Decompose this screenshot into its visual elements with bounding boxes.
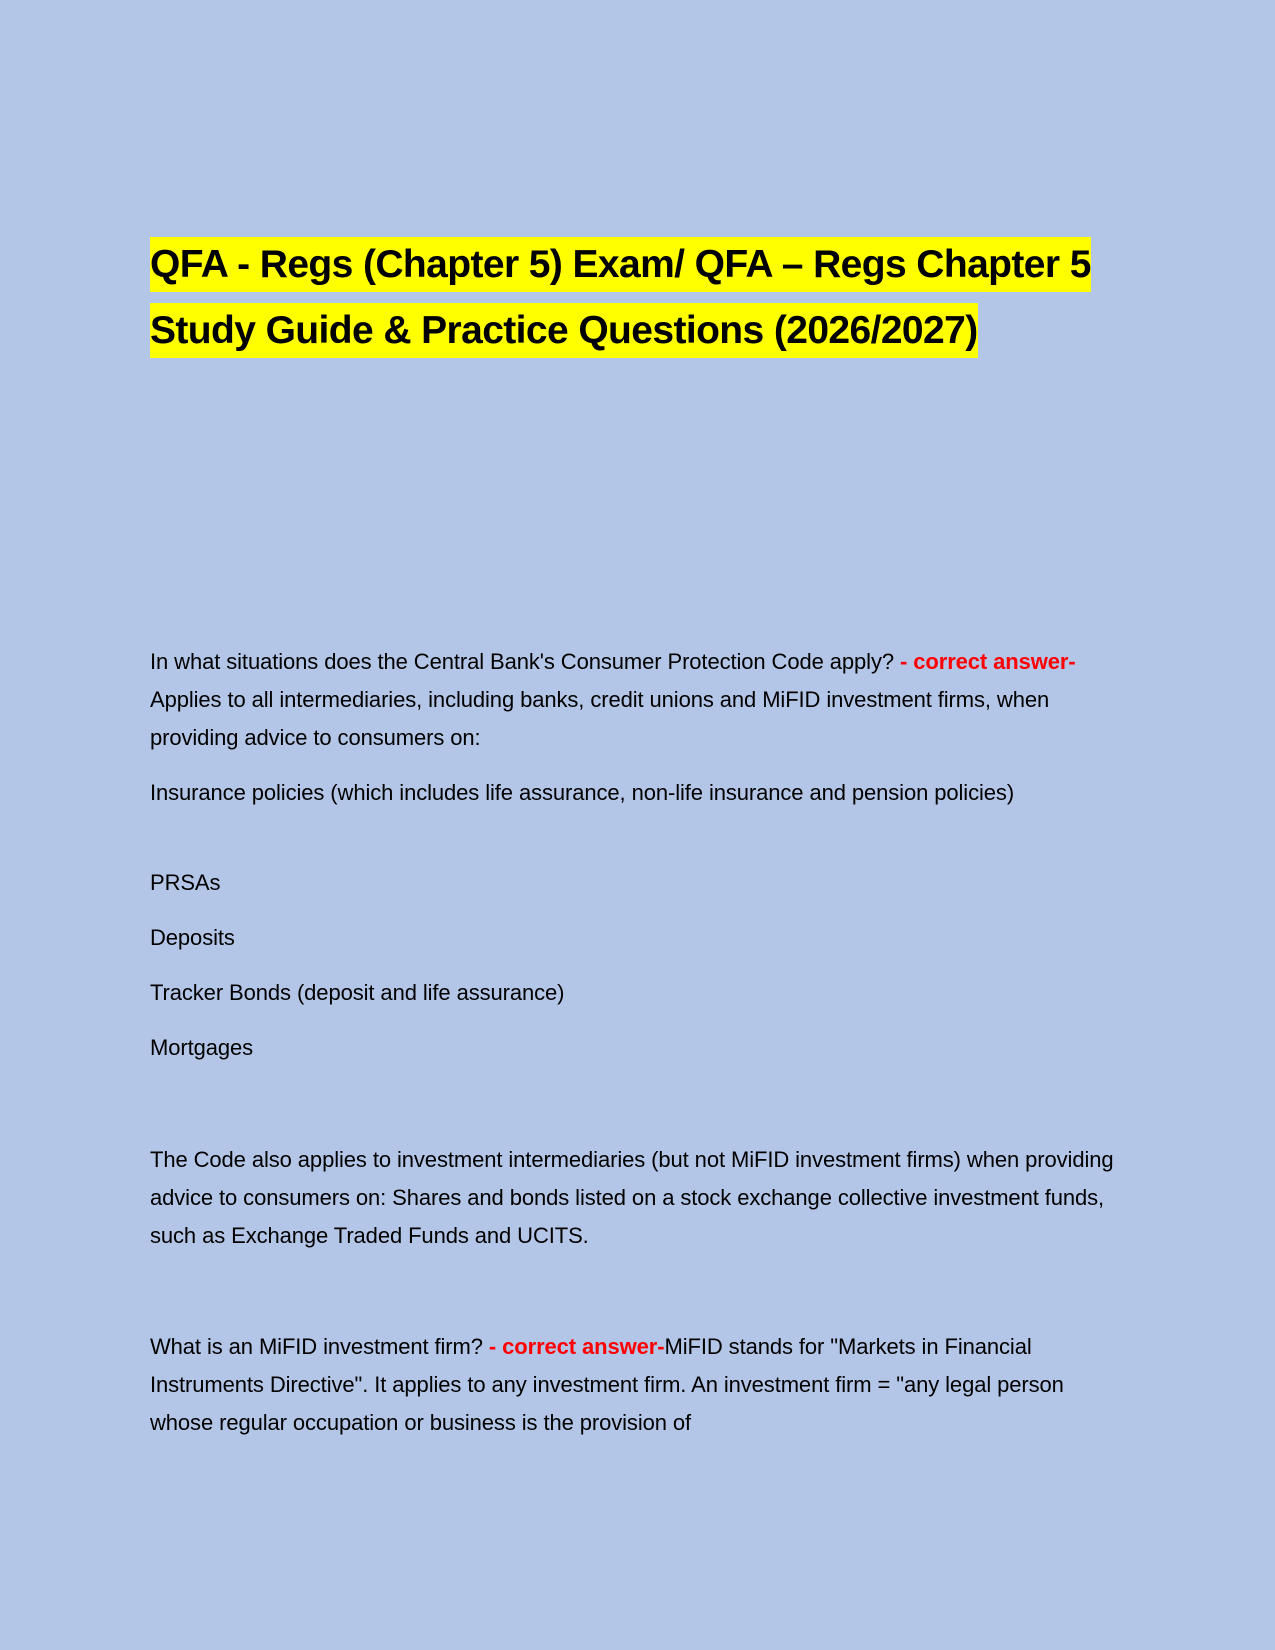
correct-answer-marker: - correct answer- — [488, 1334, 665, 1359]
answer-text: Applies to all intermediaries, including banks, credit unions and MiFID investment firms, when providing advice to consumers on: — [150, 687, 1050, 750]
list-item: Tracker Bonds (deposit and life assurance) — [150, 980, 565, 1005]
list-item: Mortgages — [150, 1035, 254, 1060]
title-highlight: QFA - Regs (Chapter 5) Exam/ QFA – Regs Chapter 5 Study Guide & Practice Questions (2026/2027) — [150, 237, 1091, 358]
question-2 — [150, 1328, 1130, 1442]
question-text: In what situations does the Central Bank's Consumer Protection Code apply? — [150, 649, 901, 674]
question-text: What is an MiFID investment firm? — [150, 1334, 489, 1359]
document-title — [150, 232, 1110, 364]
answer-text: MiFID stands for "Markets in Financial Instruments Directive". It applies to any investment firm. An investment firm = "any legal person whose regular occupation or business is the provision of — [150, 1334, 1064, 1435]
paragraph-extra: The Code also applies to investment intermediaries (but not MiFID investment firms) when providing advice to consumers on: Shares and bonds listed on a stock exchange collective investment funds, such as Exchange Traded Funds and UCITS. — [150, 1147, 1114, 1248]
list-item: Deposits — [150, 925, 235, 950]
list-item: Insurance policies (which includes life assurance, non-life insurance and pension policies) — [150, 780, 1015, 805]
question-1 — [150, 643, 1130, 757]
correct-answer-marker: - correct answer- — [900, 649, 1076, 674]
list-item: PRSAs — [150, 870, 221, 895]
